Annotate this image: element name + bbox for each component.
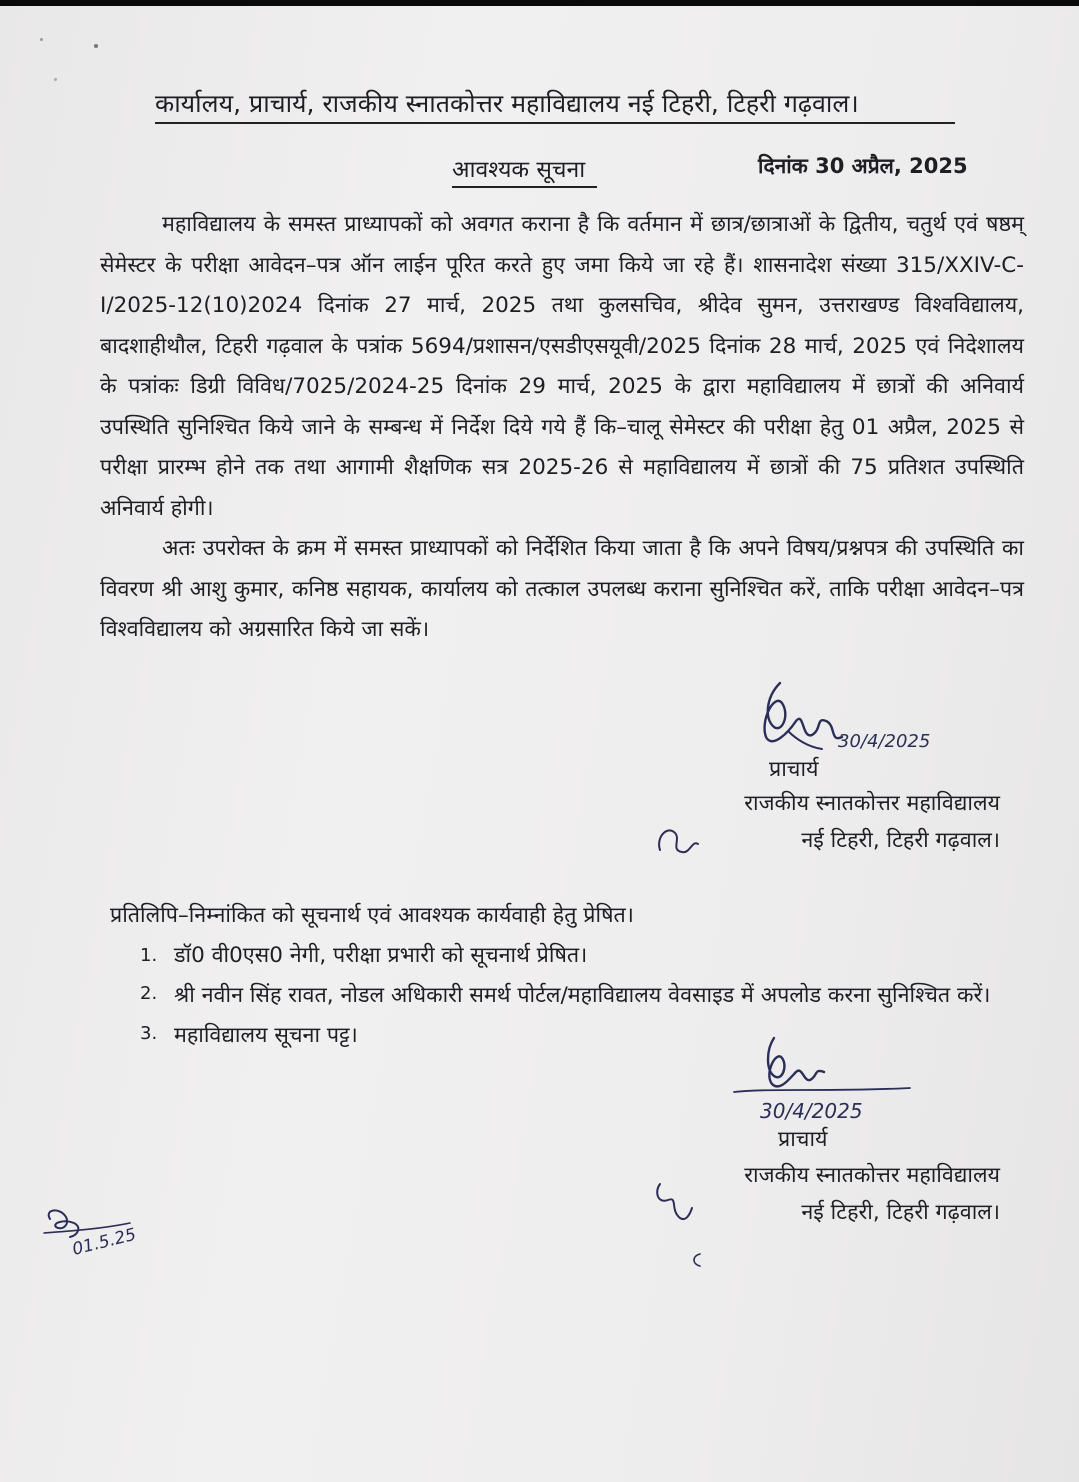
notice-date: दिनांक 30 अप्रैल, 2025 — [758, 154, 968, 178]
copy-item-text: श्री नवीन सिंह रावत, नोडल अधिकारी समर्थ पोर्टल/महाविद्यालय वेवसाइड में अपलोड करना सुनिश्चित करें। — [174, 983, 991, 1008]
copy-heading: प्रतिलिपि–निम्नांकित को सूचनार्थ एवं आवश्यक कार्यवाही हेतु प्रेषित। — [110, 903, 634, 928]
copy-item-number: 1. — [140, 945, 158, 966]
signatory-1-title: प्राचार्य — [769, 757, 819, 782]
signatory-1-line-1: राजकीय स्नातकोत्तर महाविद्यालय — [744, 791, 1000, 816]
copy-item — [140, 937, 1020, 975]
margin-initials — [40, 1205, 170, 1265]
signature-2-flourish — [650, 1170, 710, 1230]
signatory-2-line-1: राजकीय स्नातकोत्तर महाविद्यालय — [744, 1163, 1000, 1188]
signature-1-date: 30/4/2025 — [838, 731, 931, 752]
copy-item-number: 3. — [140, 1023, 158, 1044]
paper-speck — [94, 44, 98, 48]
paper-speck — [40, 38, 43, 41]
signatory-2-block — [660, 1157, 1000, 1231]
copy-item-number: 2. — [140, 983, 158, 1004]
notice-body — [100, 205, 1024, 651]
margin-note-date: 01.5.25 — [70, 1224, 139, 1260]
ink-mark — [686, 1250, 706, 1270]
copy-item — [140, 975, 1020, 1015]
signatory-2-title: प्राचार्य — [778, 1127, 828, 1152]
body-paragraph-1: महाविद्यालय के समस्त प्राध्यापकों को अवगत कराना है कि वर्तमान में छात्र/छात्राओं के द्वितीय, चतुर्थ एवं षष्ठम् सेमेस्टर के परीक्षा आवेदन–पत्र ऑन लाईन पूरित करते हुए जमा किये जा रहे हैं। शासनादेश संख्या 315/XXIV-C-I/2025-12(10)2024 दिनांक 27 मार्च, 2025 तथा कुलसचिव, श्रीदेव सुमन, उत्तराखण्ड विश्वविद्यालय, बादशाहीथौल, टिहरी गढ़वाल के पत्रांक 5694/प्रशासन/एसडीएसयूवी/2025 दिनांक 28 मार्च, 2025 एवं निदेशालय के पत्रांकः डिग्री विविध/7025/2024-25 दिनांक 29 मार्च, 2025 के द्वारा महाविद्यालय में छात्रों की अनिवार्य उपस्थिति सुनिश्चित किये जाने के सम्बन्ध में निर्देश दिये गये हैं कि–चालू सेमेस्टर की परीक्षा हेतु 01 अप्रैल, 2025 से परीक्षा प्रारम्भ होने तक तथा आगामी शैक्षणिक सत्र 2025-26 से महाविद्यालय में छात्रों की 75 प्रतिशत उपस्थिति अनिवार्य होगी। — [100, 212, 1024, 521]
signature-1-flourish — [652, 820, 702, 860]
office-heading: कार्यालय, प्राचार्य, राजकीय स्नातकोत्तर महाविद्यालय नई टिहरी, टिहरी गढ़वाल। — [155, 86, 955, 124]
copy-item-text: डॉ0 वी0एस0 नेगी, परीक्षा प्रभारी को सूचनार्थ प्रेषित। — [174, 943, 588, 968]
principal-signature-2 — [730, 1030, 920, 1130]
notice-title: आवश्यक सूचना — [452, 152, 597, 188]
paper-speck — [54, 78, 57, 81]
signatory-2-line-2: नई टिहरी, टिहरी गढ़वाल। — [801, 1200, 1000, 1225]
signature-2-date: 30/4/2025 — [760, 1099, 863, 1123]
signatory-1-block — [660, 785, 1000, 859]
copy-item-text: महाविद्यालय सूचना पट्ट। — [174, 1023, 358, 1048]
signatory-1-line-2: नई टिहरी, टिहरी गढ़वाल। — [801, 828, 1000, 853]
body-paragraph-2: अतः उपरोक्त के क्रम में समस्त प्राध्यापकों को निर्देशित किया जाता है कि अपने विषय/प्रश्नपत्र की उपस्थिति का विवरण श्री आशु कुमार, कनिष्ठ सहायक, कार्यालय को तत्काल उपलब्ध कराना सुनिश्चित करें, ताकि परीक्षा आवेदन–पत्र विश्वविद्यालय को अग्रसारित किये जा सकें। — [100, 536, 1024, 642]
